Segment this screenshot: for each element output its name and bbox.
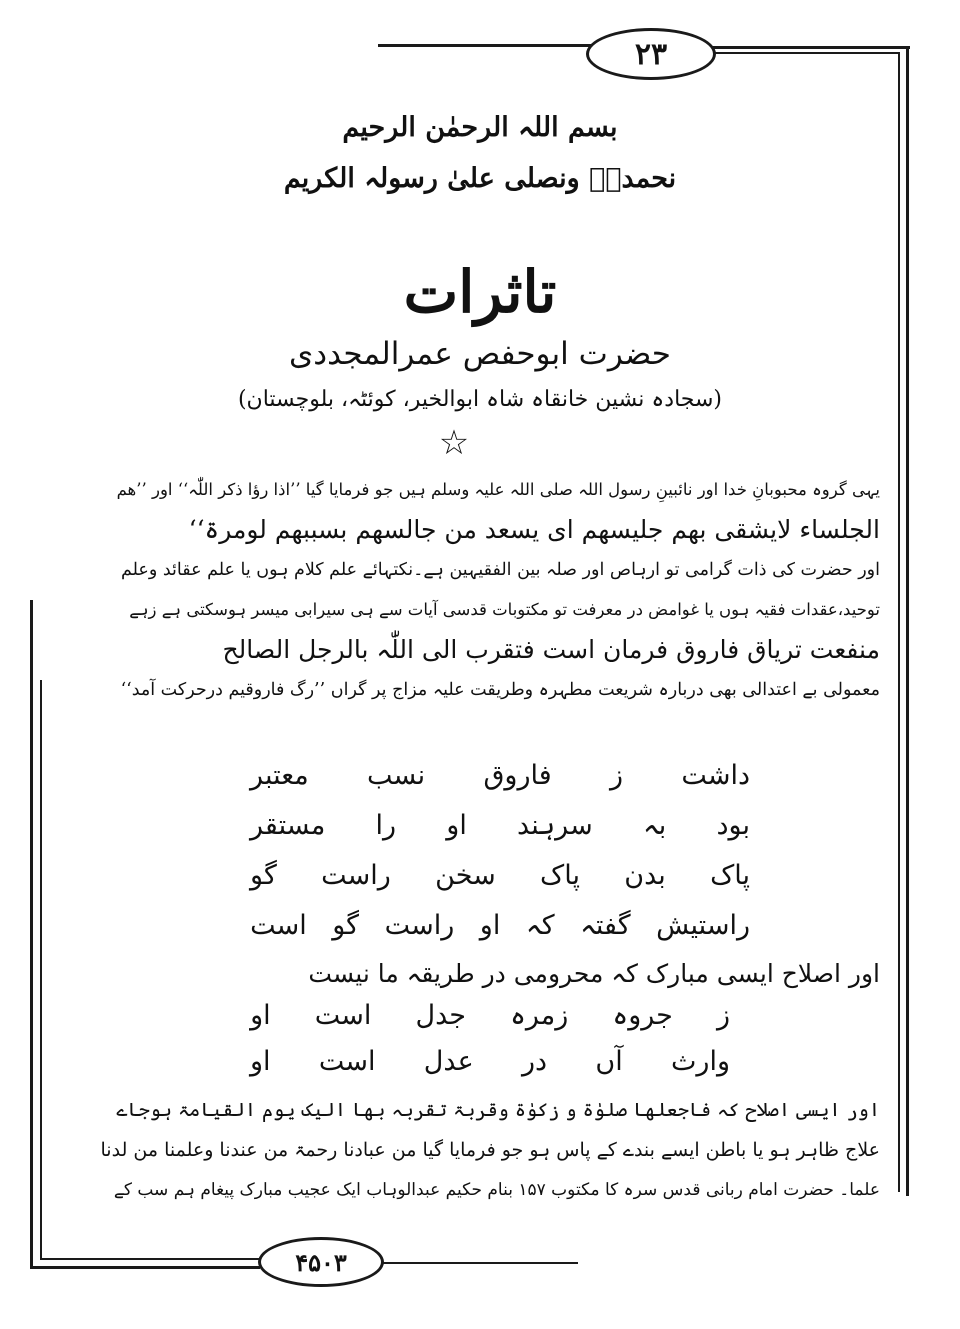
frame-top-right-line	[700, 52, 900, 54]
verse-word: آں	[595, 1046, 623, 1077]
page-number-top-text: ۲۳	[634, 36, 668, 72]
verse-word: گو	[250, 860, 277, 891]
verse-word: او	[250, 1046, 271, 1077]
paragraph-line: توحید،عقدات فقیہ ہوں یا غوامض در معرفت تو مکتوبات قدسی آیات سے ہی سیرابی میسر ہوسکتی ہے زہے	[129, 600, 880, 619]
verse-word: فاروق	[483, 760, 552, 791]
verse-word: است	[318, 1046, 376, 1077]
frame-right-outer-line	[906, 46, 909, 1196]
verse-word: عدل	[423, 1046, 474, 1077]
star-ornament: ☆	[438, 423, 470, 463]
paragraph-line: الجلساء لایشقی بھم جلیسھم ای یسعد من جالسھم بسببھم لومرۃ‘‘	[188, 515, 880, 544]
verse-word: کہ	[525, 910, 555, 941]
verse-word: راستیش	[656, 910, 750, 941]
verse-word: او	[479, 910, 501, 941]
verse-word: مستقر	[250, 810, 326, 841]
verse-word: نسب	[367, 760, 426, 791]
verse-word: بود	[716, 810, 750, 841]
frame-bottom-right-line	[378, 1262, 578, 1264]
paragraph-line: معمولی بے اعتدالی بھی دربارہ شریعت مطہرہ وطریقت علیہ مزاج پر گراں ’’رگ فاروقیم درحرکت آمد‘‘	[120, 680, 880, 700]
verse-word: او	[250, 1000, 271, 1031]
verse-word: ز	[609, 760, 624, 791]
verse-word: داشت	[681, 760, 750, 791]
verse-word: بہ	[642, 810, 667, 841]
frame-right-inner-line	[898, 52, 900, 1192]
frame-left-outer-line	[30, 600, 33, 1268]
frame-bottom-inner-line	[40, 1258, 260, 1260]
verse-word: جدل	[415, 1000, 466, 1031]
verse-word: ز	[716, 1000, 730, 1031]
salutation: نحمدہٗ ونصلی علیٰ رسولہ الکریم	[283, 163, 677, 194]
verse-word: است	[250, 910, 307, 941]
verse-word: را	[375, 810, 397, 841]
author-name: حضرت ابوحفص عمرالمجددی	[289, 336, 671, 372]
verse-word: راست	[321, 860, 391, 891]
basmala: بسم اللہ الرحمٰن الرحیم	[342, 112, 618, 143]
verse-word: راست	[384, 910, 455, 941]
verse-line	[250, 760, 750, 791]
verse-line	[250, 810, 750, 841]
frame-top-inner-line	[700, 46, 910, 49]
verse-word: در	[522, 1046, 548, 1077]
verse-word: گفتہ	[580, 910, 631, 941]
verse-word: سرہند	[517, 810, 593, 841]
verse-line	[250, 1000, 730, 1031]
page-number-bottom-text: ۴۵۰۳	[295, 1247, 347, 1277]
frame-bottom-line	[30, 1266, 260, 1269]
verse-word: سخن	[435, 860, 496, 891]
verse-line	[250, 1046, 730, 1077]
verse-word: بدن	[624, 860, 666, 891]
verse-word: پاک	[710, 860, 750, 891]
page-number-top	[586, 28, 716, 80]
verse-word: وارث	[671, 1046, 730, 1077]
verse-word: است	[314, 1000, 372, 1031]
paragraph-line: علاج ظاہر ہو یا باطن ایسے بندے کے پاس ہو جو فرمایا گیا من عبادنا رحمۃ من عندنا وعلمنا من لدنا	[100, 1139, 880, 1161]
verse-line	[250, 860, 750, 891]
paragraph-line: اور حضرت کی ذات گرامی تو ارہاص اور صلہ بین الفقیہین ہے۔نکتہائے علم کلام ہوں یا علم عقائد وعلم	[120, 560, 880, 580]
paragraph-line: علما۔ حضرت امام ربانی قدس سرہ کا مکتوب ۱۵۷ بنام حکیم عبدالوہاب ایک عجیب مبارک پیغام ہم سب کے	[113, 1180, 880, 1200]
author-role: (سجادہ نشین خانقاہ شاہ ابوالخیر، کوئٹہ، بلوچستان)	[237, 387, 723, 412]
paragraph-line: منفعت تریاق فاروق فرمان است فتقرب الی اللّٰہ بالرجل الصالح	[222, 635, 880, 664]
verse-line	[250, 910, 750, 941]
verse-word: گو	[332, 910, 360, 941]
paragraph-intro	[110, 470, 880, 710]
frame-left-inner-line	[40, 680, 42, 1258]
verse-word: معتبر	[250, 760, 309, 791]
paragraph-line: یہی گروہ محبوبانِ خدا اور نائبینِ رسول اللہ صلی اللہ علیہ وسلم ہیں جو فرمایا گیا ’’اذا رؤا ذکر اللّٰہ‘‘ اور ’’ھم	[116, 480, 880, 499]
page-number-bottom	[258, 1237, 384, 1287]
frame-top-outer-line	[378, 44, 600, 47]
verse-word: پاک	[540, 860, 580, 891]
verse-word: زمرہ	[510, 1000, 569, 1031]
page-title: تاثرات	[403, 258, 557, 326]
paragraph-line: اور ایسی اصلاح کہ فاجعلھا صلوٰۃ و زکوٰۃ وقربۃ تقربہ بھا الیک یوم القیامۃ ہوجاے	[116, 1099, 880, 1121]
verse-word: او	[446, 810, 467, 841]
paragraph-closing	[100, 1090, 880, 1210]
paragraph-islah	[200, 954, 880, 994]
paragraph-line: اور اصلاح ایسی مبارک کہ محرومی در طریقہ ما نیست	[308, 959, 880, 988]
verse-word: جروہ	[612, 1000, 673, 1031]
